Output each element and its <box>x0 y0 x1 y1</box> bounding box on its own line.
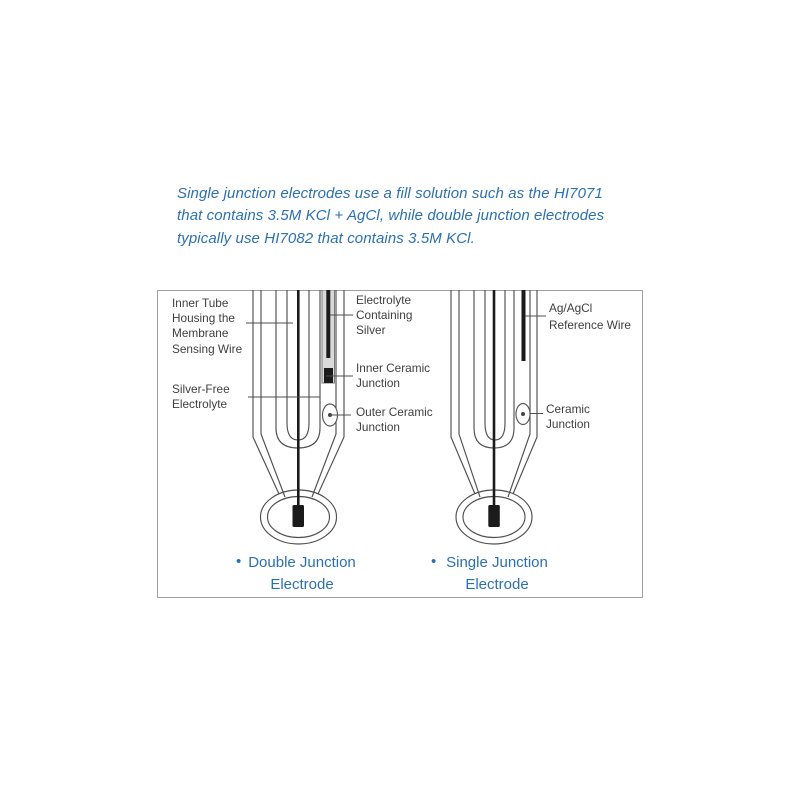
sensing-wire <box>297 290 300 507</box>
reference-wire <box>522 290 526 361</box>
double-junction-electrode-drawing <box>253 290 344 544</box>
sensing-element-tip <box>293 505 305 527</box>
intro-line-2: that contains 3.5M KCl + AgCl, while double junction electrodes <box>177 207 605 225</box>
caption-single-junction-electrode: • Single Junction Electrode <box>431 553 548 593</box>
label-outer-ceramic-junction: Outer Ceramic Junction <box>356 405 433 435</box>
sensing-element-tip <box>488 505 500 527</box>
sensing-wire <box>493 290 496 507</box>
bullet-icon: • <box>431 553 437 570</box>
label-ag-agcl-reference-wire: Ag/AgCl Reference Wire <box>549 301 631 332</box>
bullet-icon: • <box>236 553 242 570</box>
caption-double-junction-electrode: • Double Junction Electrode <box>236 553 356 593</box>
label-electrolyte-containing-silver: Electrolyte Containing Silver <box>356 293 413 338</box>
intro-paragraph <box>177 183 637 250</box>
label-silver-free-electrolyte: Silver-Free Electrolyte <box>172 382 230 412</box>
label-inner-tube: Inner Tube Housing the Membrane Sensing Wire <box>172 296 243 356</box>
intro-line-3: typically use HI7082 that contains 3.5M KCl. <box>177 229 475 247</box>
silver-reference-wire <box>326 290 330 358</box>
single-junction-electrode-drawing <box>451 290 537 544</box>
label-inner-ceramic-junction: Inner Ceramic Junction <box>356 361 431 391</box>
label-ceramic-junction: Ceramic Junction <box>546 402 590 432</box>
intro-line-1: Single junction electrodes use a fill solution such as the HI7071 <box>177 185 603 202</box>
